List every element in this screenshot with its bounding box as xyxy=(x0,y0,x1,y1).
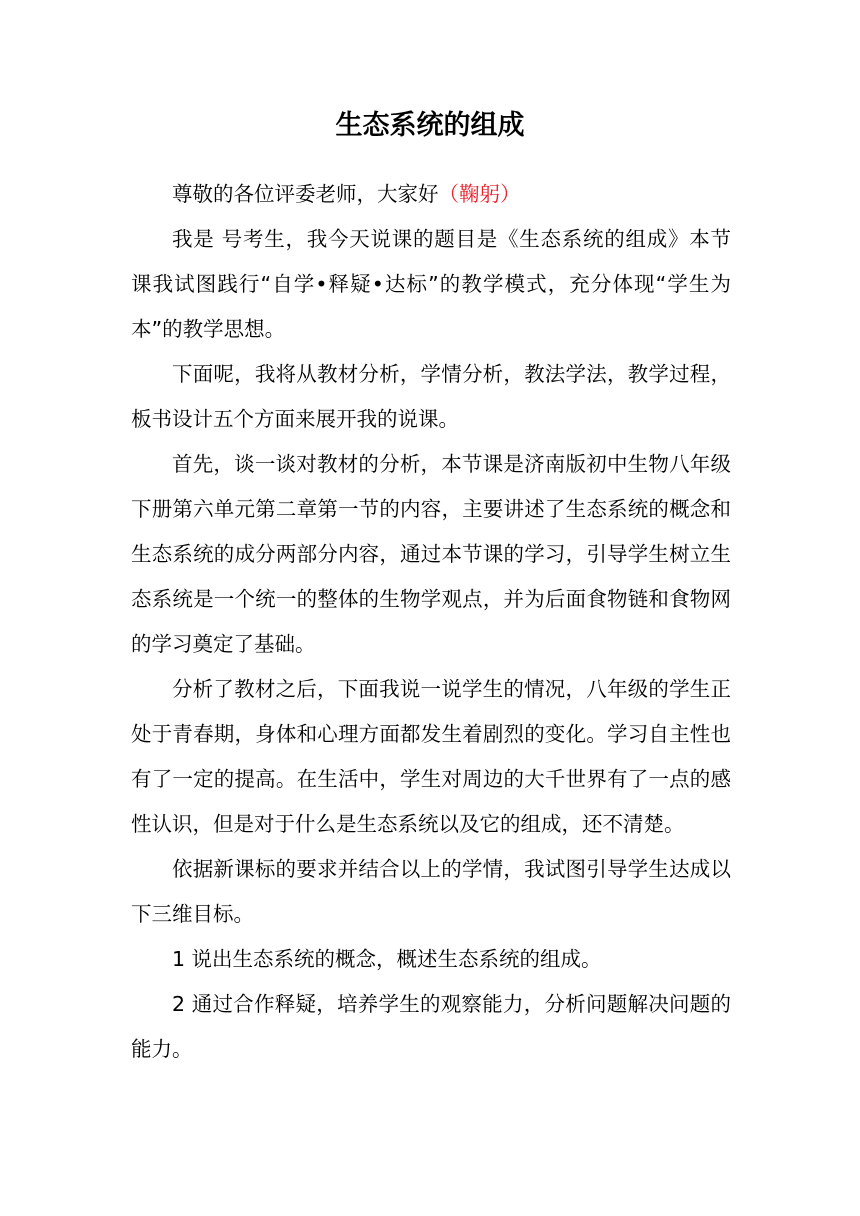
document-body xyxy=(131,172,731,1072)
paragraph-outline: 下面呢，我将从教材分析，学情分析，教法学法，教学过程，板书设计五个方面来展开我的说课。 xyxy=(131,362,731,431)
greeting-text: 尊敬的各位评委老师，大家好 xyxy=(172,182,439,206)
greeting-paragraph xyxy=(131,172,731,217)
objective-item: 1 说出生态系统的概念，概述生态系统的组成。 xyxy=(172,947,602,971)
paragraph-textbook-analysis: 首先，谈一谈对教材的分析，本节课是济南版初中生物八年级下册第六单元第二章第一节的内容，主要讲述了生态系统的概念和生态系统的成分两部分内容，通过本节课的学习，引导学生树立生态系统是一个统一的整体的生物学观点，并为后面食物链和食物网的学习奠定了基础。 xyxy=(131,452,731,656)
paragraph-student-analysis: 分析了教材之后，下面我说一说学生的情况，八年级的学生正处于青春期，身体和心理方面都发生着剧烈的变化。学习自主性也有了一定的提高。在生活中，学生对周边的大千世界有了一点的感性认识，但是对于什么是生态系统以及它的组成，还不清楚。 xyxy=(131,677,731,836)
bow-note: （鞠躬） xyxy=(438,182,521,206)
paragraph-objectives-intro: 依据新课标的要求并结合以上的学情，我试图引导学生达成以下三维目标。 xyxy=(131,857,731,926)
objective-item: 2 通过合作释疑，培养学生的观察能力，分析问题解决问题的能力。 xyxy=(131,992,731,1061)
document-title: 生态系统的组成 xyxy=(335,110,525,141)
paragraph-intro: 我是 号考生，我今天说课的题目是《生态系统的组成》本节课我试图践行“自学•释疑•达标”的教学模式，充分体现“学生为本”的教学思想。 xyxy=(131,227,731,341)
